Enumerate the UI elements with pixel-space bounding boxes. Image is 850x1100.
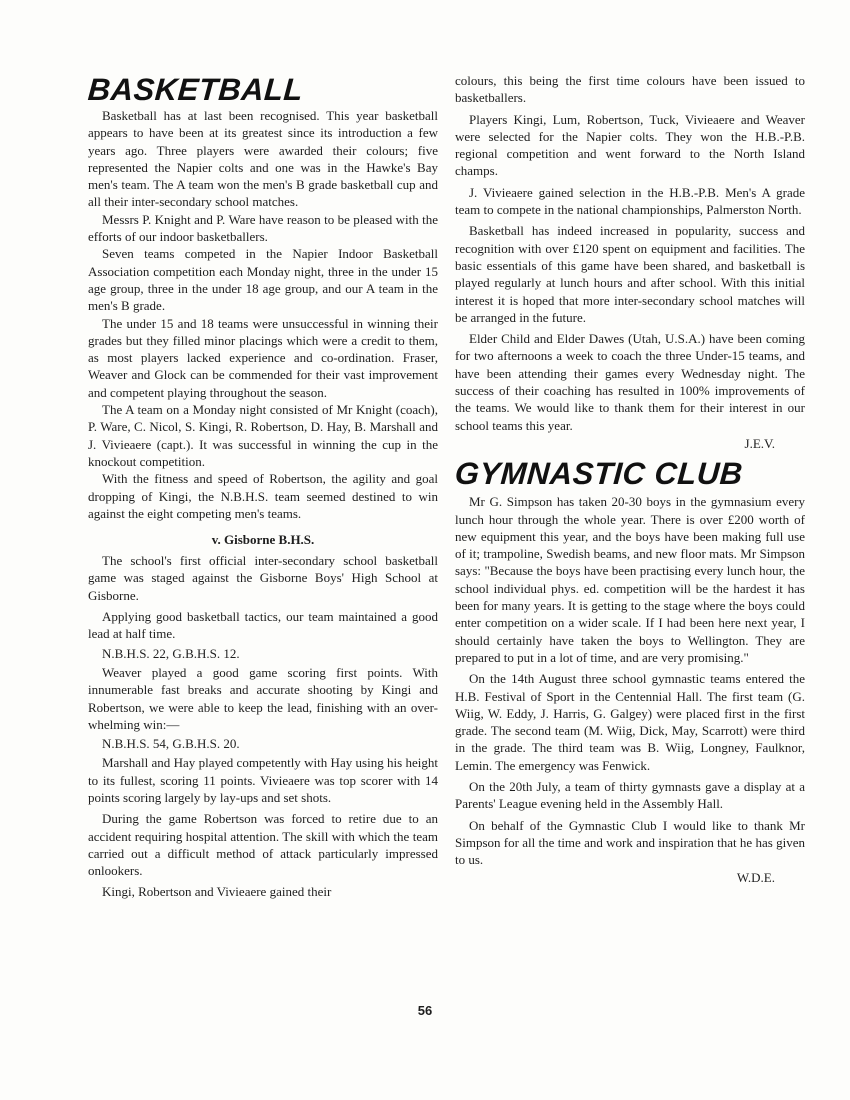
basketball-heading: BASKETBALL [86, 72, 305, 107]
basketball-paragraph: Applying good basketball tactics, our team maintained a good lead at half time. [88, 609, 438, 642]
left-column [88, 68, 438, 901]
basketball-paragraph: The A team on a Monday night consisted of Mr Knight (coach), P. Ware, C. Nicol, S. Kingi, R. Robertson, D. Hay, B. Marshall and J. Vivieaere (capt.). It was successful in winning the cup in the knockout competition. [88, 402, 438, 469]
basketball-paragraph: Basketball has at last been recognised. This year basketball appears to have been at its greatest since its introduction a few years ago. Three players were awarded their colours; five represented the Napier colts and one was in the Hawke's Bay men's team. The A team won the men's B grade basketball cup and all their inter-secondary school matches. [88, 108, 438, 210]
basketball-paragraph: Seven teams competed in the Napier Indoor Basketball Association competition each Monday night, three in the under 15 age group, three in the under 18 age group, and our A team in the men's B grade. [88, 246, 438, 314]
basketball-paragraph: With the fitness and speed of Robertson, the agility and goal dropping of Kingi, the N.B.H.S. team seemed destined to win against the eight competing men's teams. [88, 471, 438, 521]
basketball-paragraph: Kingi, Robertson and Vivieaere gained their [102, 884, 332, 900]
gymnastic-paragraph: On behalf of the Gymnastic Club I would like to thank Mr Simpson for all the time and work and inspiration that he has given to us. [455, 817, 805, 868]
basketball-paragraph: Marshall and Hay played competently with Hay using his height to its fullest, scoring 11 points. Vivieaere was top scorer with 14 points scoring largely by lay-ups and set shots. [88, 755, 438, 805]
right-column [455, 72, 805, 887]
basketball-paragraph-continued: colours, this being the first time colours have been issued to basketballers. [455, 73, 805, 106]
half-time-score: N.B.H.S. 22, G.B.H.S. 12. [102, 645, 240, 661]
gymnastic-paragraph: On the 14th August three school gymnastic teams entered the H.B. Festival of Sport in the Centennial Hall. The first team (G. Wiig, W. Eddy, J. Harris, G. Galgey) were placed first in the first grade. The second team (M. Wiig, Dick, May, Scarrott) were third in the grade. The third team was B. Wiig, Longney, Faulknor, Lemin. The emergency was Fenwick. [455, 671, 805, 773]
basketball-paragraph: J. Vivieaere gained selection in the H.B.-P.B. Men's A grade team to compete in the national championships, Palmerston North. [455, 184, 805, 218]
final-score: N.B.H.S. 54, G.B.H.S. 20. [102, 736, 240, 752]
gisborne-subheading: v. Gisborne B.H.S. [211, 532, 315, 548]
basketball-paragraph: Basketball has indeed increased in popularity, success and recognition with over £120 spent on equipment and facilities. The basic essentials of this game have been shared, and basketball is played regularly at lunch hours and after school. With this initial interest it is hoped that more inter-secondary school matches will be arranged in the future. [455, 223, 805, 325]
basketball-paragraph: The school's first official inter-secondary school basketball game was staged against the Gisborne Boys' High School at Gisborne. [88, 553, 438, 603]
gymnastic-paragraph: On the 20th July, a team of thirty gymnasts gave a display at a Parents' League evening held in the Assembly Hall. [455, 778, 805, 812]
basketball-paragraph: During the game Robertson was forced to retire due to an accident requiring hospital attention. The skill with which the team carried out a difficult method of attack particularly impressed onlookers. [88, 811, 438, 879]
basketball-signature: J.E.V. [744, 435, 775, 451]
basketball-paragraph: Elder Child and Elder Dawes (Utah, U.S.A.) have been coming for two afternoons a week to coach the three Under-15 teams, and have been attending their games every Wednesday night. The success of their coaching has resulted in 100% improvements of the teams. We would like to thank them for their interest in our school teams this year. [455, 331, 805, 433]
page-number: 56 [417, 1003, 433, 1018]
gymnastic-heading: GYMNASTIC CLUB [453, 456, 744, 492]
gymnastic-signature: W.D.E. [736, 870, 775, 886]
gymnastic-paragraph: Mr G. Simpson has taken 20-30 boys in the gymnasium every lunch hour through the whole year. There is over £200 worth of new equipment this year, and the boys have been making full use of it; trampoline, Swedish beams, and new floor mats. Mr Simpson says: "Because the boys have been practising every lunch hour, the school individual phys. ed. competition will be the hardest it has been for many years. It is getting to the stage where the boys could enter competition on a wider scale. If I had been here next year, I should certainly have taken the boys to Wellington. They are prepared to put in a lot of time, and are very promising." [455, 494, 805, 665]
basketball-paragraph: Weaver played a good game scoring first points. With innumerable fast breaks and accurate shooting by Kingi and Robertson, we were able to keep the lead, finishing with an over-whelming win:— [88, 664, 438, 732]
basketball-paragraph: Players Kingi, Lum, Robertson, Tuck, Vivieaere and Weaver were selected for the Napier colts. They won the H.B.-P.B. regional competition and went forward to the North Island champs. [455, 111, 805, 179]
basketball-paragraph: The under 15 and 18 teams were unsuccessful in winning their grades but they filled minor placings which were a credit to them, as most players lacked experience and co-ordination. Fraser, Weaver and Glock can be commended for their vast improvement and competent playing throughout the season. [88, 315, 438, 400]
basketball-paragraph: Messrs P. Knight and P. Ware have reason to be pleased with the efforts of our indoor basketballers. [88, 211, 438, 245]
